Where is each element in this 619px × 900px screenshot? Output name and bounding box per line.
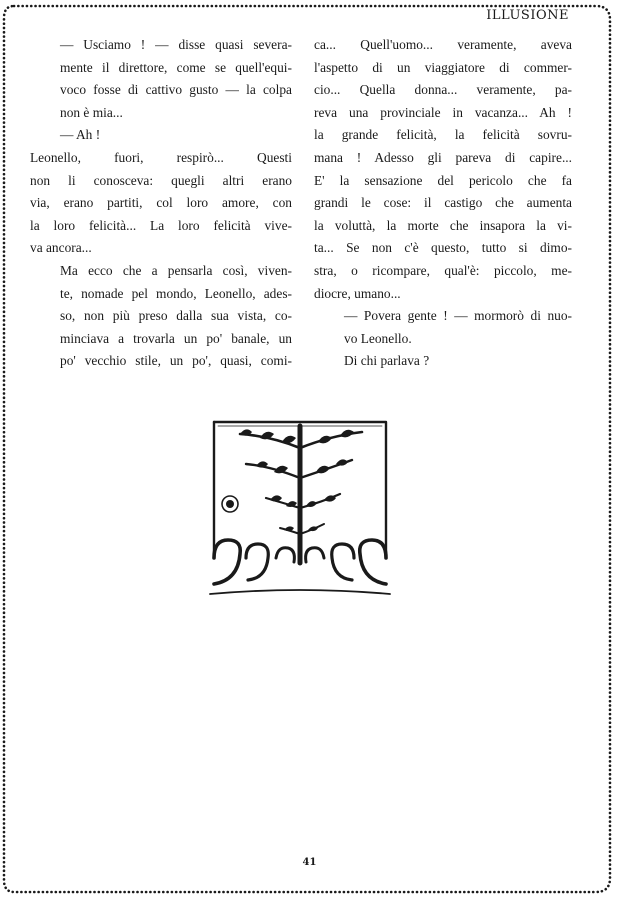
text-line: cio... Quella donna... veramente, pa- bbox=[314, 82, 572, 98]
text-line: non è mia... bbox=[60, 104, 123, 120]
text-line: — Ah ! bbox=[60, 127, 101, 143]
left-column bbox=[30, 34, 292, 373]
text-line: — Usciamo ! — disse quasi severa- bbox=[60, 37, 292, 52]
paragraph bbox=[314, 305, 572, 350]
paragraph bbox=[30, 260, 292, 373]
paragraph bbox=[314, 34, 572, 305]
text-line: ta... Se non c'è questo, tutto si dimo- bbox=[314, 240, 572, 256]
running-title: ILLUSIONE bbox=[486, 8, 569, 23]
paragraph bbox=[30, 147, 292, 260]
right-column bbox=[314, 34, 572, 373]
paragraph bbox=[30, 34, 292, 124]
text-line: vo Leonello. bbox=[344, 330, 412, 346]
text-line: va ancora... bbox=[30, 240, 92, 256]
text-line: voco fosse di cattivo gusto — la colpa bbox=[60, 82, 292, 98]
text-line: Ma ecco che a pensarla così, viven- bbox=[60, 262, 292, 278]
text-line: po' vecchio stile, un po', quasi, comi- bbox=[60, 353, 292, 369]
text-line: la loro felicità... La loro felicità vive- bbox=[30, 217, 292, 233]
text-line: mana ! Adesso gli pareva di capire... bbox=[314, 149, 572, 165]
text-line: stra, o ricompare, qual'è: piccolo, me- bbox=[314, 262, 572, 278]
text-line: diocre, umano... bbox=[314, 285, 401, 301]
text-line: so, non più preso dalla sua vista, co- bbox=[60, 308, 292, 324]
text-line: Di chi parlava ? bbox=[344, 353, 430, 369]
text-line: Leonello, fuori, respirò... Questi bbox=[30, 149, 292, 165]
text-line: grandi le cose: il castigo che aumenta bbox=[314, 195, 572, 211]
text-line: ca... Quell'uomo... veramente, aveva bbox=[314, 37, 572, 52]
text-line: reva una provinciale in vacanza... Ah ! bbox=[314, 104, 572, 120]
paragraph bbox=[314, 350, 572, 373]
text-line: non li conosceva: quegli altri erano bbox=[30, 172, 292, 188]
text-line: la voluttà, la morte che insapora la vi- bbox=[314, 217, 572, 233]
text-line: — Povera gente ! — mormorò di nuo- bbox=[344, 308, 572, 324]
text-line: mente il direttore, come se quell'equi- bbox=[60, 59, 292, 75]
text-line: minciava a trovarla un po' banale, un bbox=[60, 330, 292, 346]
paragraph bbox=[30, 124, 292, 147]
tree-vignette-icon bbox=[200, 408, 400, 608]
text-line: E' la sensazione del pericolo che fa bbox=[314, 172, 572, 188]
text-line: l'aspetto di un viaggiatore di commer- bbox=[314, 59, 572, 75]
text-line: via, erano partiti, col loro amore, con bbox=[30, 195, 292, 211]
page-number: 41 bbox=[302, 857, 317, 868]
text-line: te, nomade pel mondo, Leonello, ades- bbox=[60, 285, 292, 301]
text-line: la grande felicità, la felicità sovru- bbox=[314, 127, 572, 143]
